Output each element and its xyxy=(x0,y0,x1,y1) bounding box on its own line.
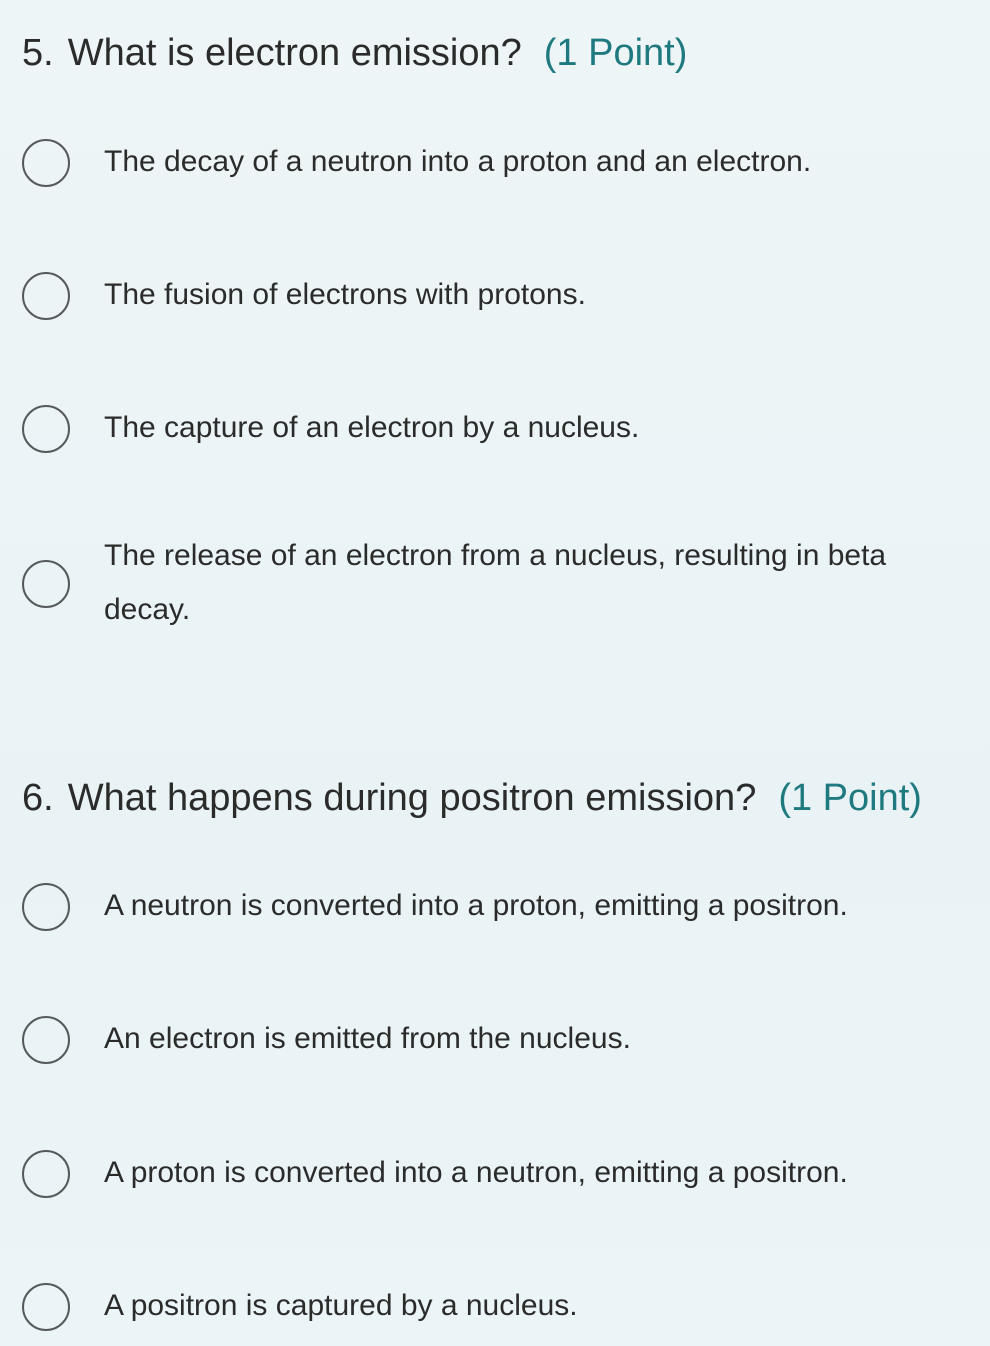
question-points: (1 Point) xyxy=(543,32,688,74)
q5-option-1[interactable] xyxy=(0,133,990,193)
option-label: The decay of a neutron into a proton and an electron. xyxy=(104,145,812,178)
question-6-title xyxy=(22,776,922,820)
q5-option-4[interactable] xyxy=(0,529,990,641)
q6-option-1[interactable] xyxy=(0,877,990,937)
q6-option-4[interactable] xyxy=(0,1277,990,1337)
radio-button[interactable] xyxy=(22,1016,70,1064)
option-label: A positron is captured by a nucleus. xyxy=(104,1289,578,1322)
option-label: An electron is emitted from the nucleus. xyxy=(104,1022,631,1055)
option-label: The fusion of electrons with protons. xyxy=(104,278,586,311)
option-label: The capture of an electron by a nucleus. xyxy=(104,411,640,444)
question-text: What happens during positron emission? xyxy=(67,777,757,819)
q5-option-3[interactable] xyxy=(0,399,990,459)
radio-button[interactable] xyxy=(22,883,70,931)
radio-button[interactable] xyxy=(22,560,70,608)
question-number: 5. xyxy=(22,32,54,74)
question-text: What is electron emission? xyxy=(67,32,522,74)
radio-button[interactable] xyxy=(22,139,70,187)
q6-option-2[interactable] xyxy=(0,1010,990,1070)
question-number: 6. xyxy=(22,777,54,819)
option-label: A neutron is converted into a proton, emitting a positron. xyxy=(104,889,848,922)
question-5-title xyxy=(22,31,687,75)
option-label: The release of an electron from a nucleus, resulting in beta decay. xyxy=(104,539,887,626)
option-label: A proton is converted into a neutron, emitting a positron. xyxy=(104,1156,848,1189)
question-points: (1 Point) xyxy=(778,777,922,819)
q5-option-2[interactable] xyxy=(0,266,990,326)
radio-button[interactable] xyxy=(22,272,70,320)
radio-button[interactable] xyxy=(22,1283,70,1331)
radio-button[interactable] xyxy=(22,405,70,453)
radio-button[interactable] xyxy=(22,1150,70,1198)
q6-option-3[interactable] xyxy=(0,1144,990,1204)
